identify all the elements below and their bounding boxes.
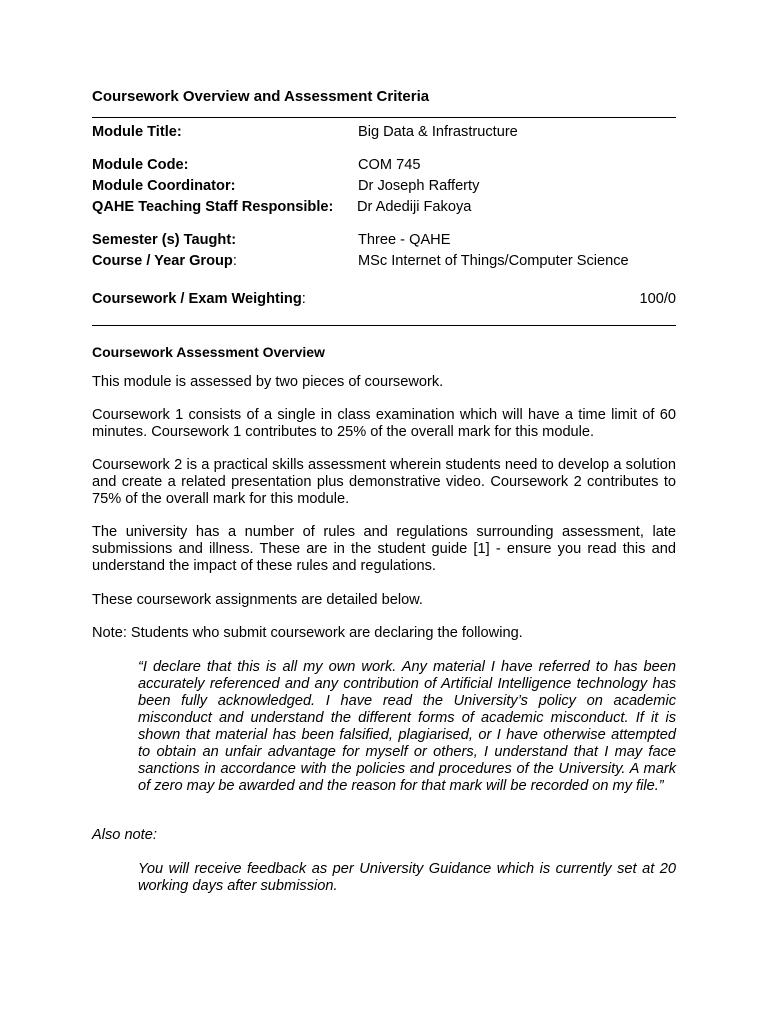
course-label	[92, 253, 237, 270]
semester-value: Three - QAHE	[358, 232, 451, 248]
module-code-label: Module Code:	[92, 157, 189, 173]
module-code-value: COM 745	[358, 157, 421, 173]
staff-label: QAHE Teaching Staff Responsible:	[92, 199, 334, 215]
semester-label: Semester (s) Taught:	[92, 232, 237, 248]
weighting-label	[92, 291, 306, 308]
overview-paragraph-2: Coursework 1 consists of a single in class examination which will have a time limit of 60 minutes. Coursework 1 contributes to 25% of the overall mark for this module.	[92, 407, 676, 440]
course-label-text: Course / Year Group	[92, 253, 233, 269]
course-value: MSc Internet of Things/Computer Science	[358, 253, 629, 269]
overview-paragraph-4: The university has a number of rules and regulations surrounding assessment, late submissions and illness. These are in the student guide [1] - ensure you read this and understand the impact of these rules and regulations.	[92, 524, 676, 574]
weighting-label-text: Coursework / Exam Weighting	[92, 291, 302, 307]
staff-value: Dr Adediji Fakoya	[357, 199, 472, 215]
course-label-colon: :	[232, 253, 237, 269]
coordinator-value: Dr Joseph Rafferty	[358, 178, 480, 194]
weighting-label-colon: :	[301, 291, 306, 307]
feedback-note: You will receive feedback as per University Guidance which is currently set at 20 working days after submission.	[138, 861, 676, 894]
overview-heading: Coursework Assessment Overview	[92, 344, 325, 360]
overview-paragraph-5: These coursework assignments are detailed below.	[92, 592, 423, 608]
overview-paragraph-3: Coursework 2 is a practical skills assessment wherein students need to develop a solution and create a related presentation plus demonstrative video. Coursework 2 contributes to 75% of the overall mark for this module.	[92, 457, 676, 507]
module-title-value: Big Data & Infrastructure	[358, 124, 518, 140]
coordinator-label: Module Coordinator:	[92, 178, 236, 194]
module-title-label: Module Title:	[92, 124, 182, 140]
overview-paragraph-6: Note: Students who submit coursework are declaring the following.	[92, 625, 523, 641]
declaration-quote: “I declare that this is all my own work. Any material I have referred to has been accurately referenced and any contribution of Artificial Intelligence technology has been fully acknowledged. I have read the University’s policy on academic misconduct and understand the different forms of academic misconduct. If it is shown that material has been falsified, plagiarised, or I have otherwise attempted to obtain an unfair advantage for myself or others, I understand that I may face sanctions in accordance with the policies and procedures of the University. A mark of zero may be awarded and the reason for that mark will be recorded on my file.”	[138, 659, 676, 794]
top-divider	[92, 117, 676, 118]
also-note-label: Also note:	[92, 827, 157, 843]
weighting-value: 100/0	[639, 291, 676, 307]
page-title: Coursework Overview and Assessment Criteria	[92, 88, 430, 105]
middle-divider	[92, 325, 676, 326]
overview-paragraph-1: This module is assessed by two pieces of coursework.	[92, 374, 444, 390]
